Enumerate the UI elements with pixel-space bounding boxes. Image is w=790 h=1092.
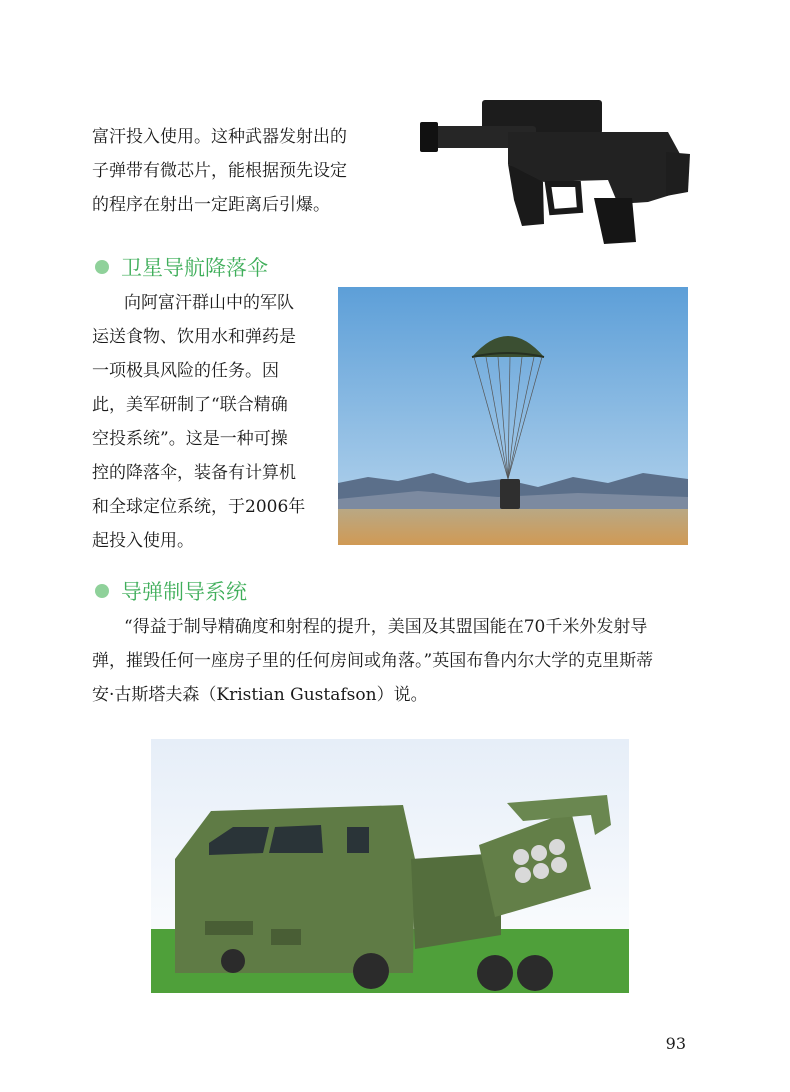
- intro-line-3: 的程序在射出一定距离后引爆。: [92, 195, 330, 215]
- section1-line-3: 一项极具风险的任务。因: [92, 361, 279, 381]
- section1-line-2: 运送食物、饮用水和弹药是: [92, 327, 296, 347]
- parachute-photo: [338, 287, 688, 545]
- section1-line-8: 起投入使用。: [92, 531, 194, 551]
- rocket-launcher-truck-photo: [151, 739, 629, 993]
- bullet-dot-icon: [95, 260, 109, 274]
- section-heading-parachute: [95, 252, 268, 282]
- section-title: 卫星导航降落伞: [121, 256, 268, 280]
- section2-line-2: 弹，摧毁任何一座房子里的任何房间或角落。”英国布鲁内尔大学的克里斯蒂: [92, 651, 654, 671]
- intro-line-1: 富汗投入使用。这种武器发射出的: [92, 127, 347, 147]
- page-number: 93: [665, 1034, 686, 1053]
- section2-line-1: “得益于制导精确度和射程的提升，美国及其盟国能在70千米外发射导: [124, 617, 648, 637]
- section1-line-7: 和全球定位系统，于2006年: [92, 497, 306, 517]
- section2-line-3: 安·古斯塔夫森（Kristian Gustafson）说。: [92, 685, 428, 705]
- section1-line-6: 控的降落伞，装备有计算机: [92, 463, 296, 483]
- section1-line-5: 空投系统”。这是一种可操: [92, 429, 288, 449]
- intro-line-2: 子弹带有微芯片，能根据预先设定: [92, 161, 347, 181]
- section1-line-1: 向阿富汗群山中的军队: [124, 293, 294, 313]
- section-title: 导弹制导系统: [121, 580, 247, 604]
- bullet-dot-icon: [95, 584, 109, 598]
- section1-line-4: 此，美军研制了“联合精确: [92, 395, 288, 415]
- section-heading-missile-guidance: [95, 576, 247, 606]
- grenade-launcher-image: [418, 92, 694, 250]
